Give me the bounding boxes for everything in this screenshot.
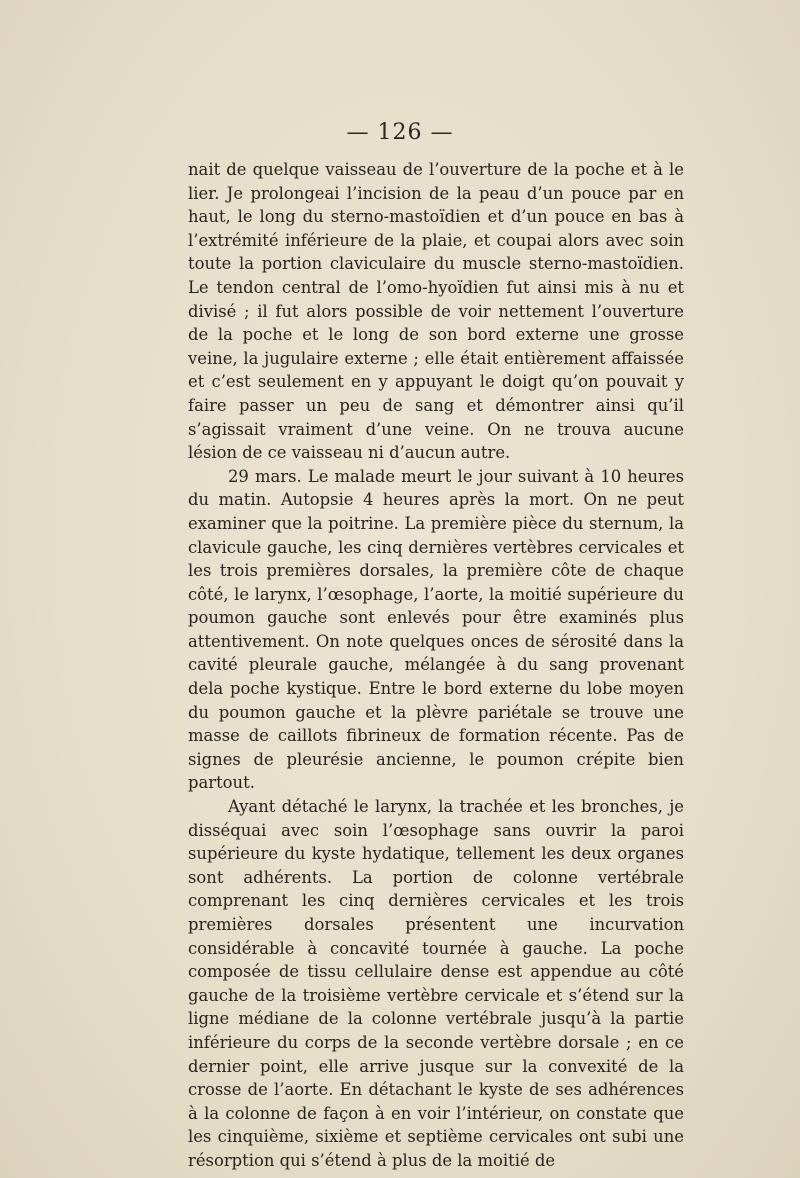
- page-number: — 126 —: [346, 120, 454, 145]
- body-text: [188, 158, 684, 1173]
- paragraph-2: 29 mars. Le malade meurt le jour suivant à 10 heures du matin. Autopsie 4 heures après la mort. On ne peut examiner que la poitrine. La première pièce du sternum, la clavicule gauche, les cinq dernières vertèbres cervicales et les trois premières dorsales, la première côte de chaque côté, le larynx, l’œsophage, l’aorte, la moitié supérieure du poumon gauche sont enlevés pour être examinés plus attentivement. On note quelques onces de sérosité dans la cavité pleurale gauche, mélangée à du sang provenant dela poche kystique. Entre le bord externe du lobe moyen du poumon gauche et la plèvre pariétale se trouve une masse de caillots fibrineux de formation récente. Pas de signes de pleurésie ancienne, le poumon crépite bien partout.: [188, 466, 684, 793]
- paragraph-3: Ayant détaché le larynx, la trachée et les bronches, je disséquai avec soin l’œsophage sans ouvrir la paroi supérieure du kyste hydatique, tellement les deux organes sont adhérents. La portion de colonne vertébrale comprenant les cinq dernières cervicales et les trois premières dorsales présentent une incurvation considérable à concavité tournée à gauche. La poche composée de tissu cellulaire dense est appendue au côté gauche de la troisième vertèbre cervicale et s’étend sur la ligne médiane de la colonne vertébrale jusqu’à la partie inférieure du corps de la seconde vertèbre dorsale ; en ce dernier point, elle arrive jusque sur la convexité de la crosse de l’aorte. En détachant le kyste de ses adhérences à la colonne de façon à en voir l’intérieur, on constate que les cinquième, sixième et septième cervicales ont subi une résorption qui s’étend à plus de la moitié de: [188, 797, 684, 1170]
- paragraph-1: nait de quelque vaisseau de l’ouverture de la poche et à le lier. Je prolongeai l’incision de la peau d’un pouce par en haut, le long du sterno-mastoïdien et d’un pouce en bas à l’extrémité inférieure de la plaie, et coupai alors avec soin toute la portion claviculaire du muscle sterno-mastoïdien. Le tendon central de l’omo-hyoïdien fut ainsi mis à nu et divisé ; il fut alors possible de voir nettement l’ouverture de la poche et le long de son bord externe une grosse veine, la jugulaire externe ; elle était entièrement affaissée et c’est seulement en y appuyant le doigt qu’on pouvait y faire passer un peu de sang et démontrer ainsi qu’il s’agissait vraiment d’une veine. On ne trouva aucune lésion de ce vaisseau ni d’aucun autre.: [188, 160, 684, 463]
